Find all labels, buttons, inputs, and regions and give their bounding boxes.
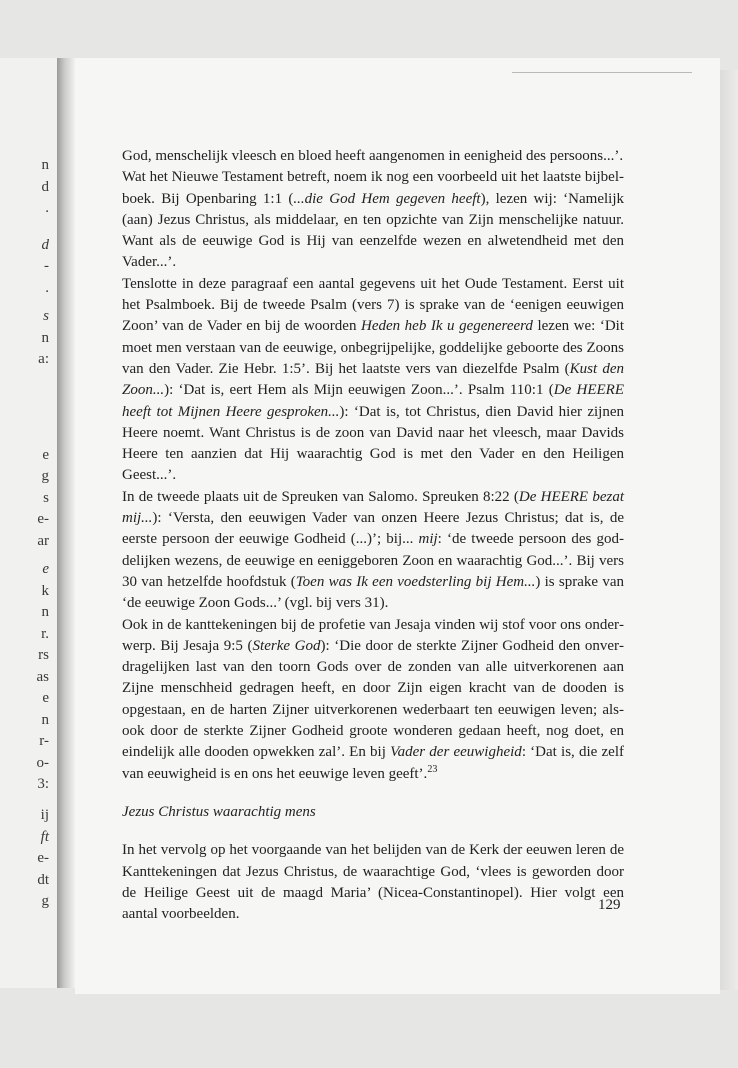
cut-letter: k [41, 583, 49, 599]
text-run: Tenslotte in deze paragraaf een aantal gegevens uit het Oude Testament. Eerst uit het Psalmboek. Bij de tweede Psalm (vers 7) is sprake van de ‘eenigen eeuwigen Zoon’ van de Vader en bij de woorden [122, 275, 624, 335]
page-number: 129 [598, 897, 621, 913]
cut-letter: a: [38, 351, 49, 367]
cut-letter: 3: [37, 776, 49, 792]
paragraph [122, 146, 624, 167]
cut-letter: ar [37, 533, 49, 549]
body-text [122, 146, 624, 925]
italic-quote: Heden heb Ik u gegenereerd [360, 318, 533, 335]
cut-letter: r- [39, 733, 49, 749]
italic-quote: Sterke God [252, 637, 321, 654]
footnote-ref: 23 [427, 763, 438, 775]
italic-quote: Vader der eeuwigheid [390, 744, 522, 761]
page-top-line [512, 72, 692, 73]
cut-letter: e [42, 690, 49, 706]
facing-page-cut-text [0, 58, 57, 988]
text-run: God, menschelijk vleesch en bloed heeft aangenomen in eenigheid des persoons...’. [122, 148, 624, 164]
italic-quote: De HEERE heeft tot Mijnen Heere gesproken... [122, 382, 624, 420]
cut-letter: ft [40, 829, 49, 845]
text-run: ): ‘Dat is, eert Hem als Mijn eeuwigen Zoon...’. Psalm 110:1 ( [164, 382, 554, 399]
cut-letter: e- [37, 511, 49, 527]
cut-letter: d [41, 179, 49, 195]
cut-letter: as [36, 669, 49, 685]
paragraph [122, 615, 624, 785]
page-edge [720, 70, 738, 990]
cut-letter: e [42, 447, 49, 463]
italic-quote: mij [418, 531, 438, 548]
book-gutter [57, 58, 75, 988]
cut-letter: dt [37, 872, 49, 888]
cut-letter: rs [38, 647, 49, 663]
text-run: ) is sprake van ‘de eeuwige Zoon Gods...’ (vgl. bij vers 31). [122, 573, 624, 612]
cut-letter: n [41, 712, 49, 728]
text-run: : ‘Dat is, die zelf van eeuwigheid is en ons het eeuwige leven geeft’. [122, 744, 624, 782]
section-heading: Jezus Christus waarachtig mens [122, 803, 316, 820]
cut-letter: s [43, 490, 49, 506]
closing-paragraph: In het vervolg op het voorgaande van het belijden van de Kerk der eeuwen leren de Kanttekeningen dat Jezus Christus, de waarachtige God, ‘vlees is geworden door de Heilige Geest uit de maagd Maria’ (Nicea-Constantinopel). Hier volgt een aantal voorbeelden. [122, 842, 624, 923]
cut-letter: ij [40, 807, 49, 823]
paragraph [122, 167, 624, 273]
cut-letter: e- [37, 850, 49, 866]
cut-letter: g [41, 468, 49, 484]
italic-quote: Toen was Ik een voedsterling bij Hem... [295, 573, 536, 590]
cut-letter: - [44, 258, 49, 274]
cut-letter: d [41, 237, 49, 253]
italic-quote: ...die God Hem gegeven heeft [293, 190, 481, 207]
text-run: ), lezen wij: ‘Namelijk (aan) Jezus Christus, als middelaar, en ten opzichte van Zijn menschelijke natuur. Want als de eeuwige God is Hij van eenzelfde wezen en alwetendheid met den Vader...’. [122, 190, 624, 271]
cut-letter: . [45, 200, 49, 216]
cut-letter: n [41, 604, 49, 620]
paragraph-group [122, 146, 624, 785]
text-run: ): ‘Die door de sterkte Zijner Godheid den onverdragelijken last van den toorn Gods over de zonden van alle uitverkorenen aan Zijne menschheid gedragen heeft, en door Zijn eigen kracht van de dooden is opgestaan, en de harten Zijner uitverkorenen wederbaart ten eeuwigen leven; alsook door de sterkte Zijner Godheid groote wonderen gedaan heeft, nog doet, en eindelijk alle dooden opwekken zal’. En bij [122, 637, 624, 761]
text-run: : ‘de tweede persoon des goddelijken wezens, de eeuwige en eeniggeboren Zoon en waarachtig God...’. Bij vers 30 van hetzelfde hoofdstuk ( [122, 531, 624, 590]
cut-letter: e [42, 561, 49, 577]
italic-quote: Kust den Zoon... [122, 360, 624, 399]
cut-letter: n [41, 330, 49, 346]
facing-page [0, 58, 57, 988]
paragraph [122, 487, 624, 615]
cut-letter: s [43, 308, 49, 324]
cut-letter: g [41, 893, 49, 909]
text-run: Ook in de kanttekeningen bij de profetie van Jesaja vinden wij stof voor ons onderwerp. Bij Jesaja 9:5 ( [122, 616, 624, 654]
paragraph [122, 274, 624, 487]
cut-letter: o- [36, 755, 49, 771]
text-run: ): ‘Versta, den eeuwigen Vader van onzen Heere Jezus Christus; dat is, de eerste persoon der eeuwige Godheid (...)’; bij... [122, 510, 624, 548]
cut-letter: r. [41, 626, 49, 642]
text-run: lezen we: ‘Dit moet men verstaan van de eeuwige, onbegrijpelijke, goddelijke geboorte des Zoons van den Vader. Zie Hebr. 1:5’. Bij het laatste vers van diezelfde Psalm ( [122, 318, 624, 377]
text-run: ): ‘Dat is, tot Christus, dien David hier zijnen Heere noemt. Want Christus is de zoon van David naar het vleesch, maar Davids Heere ten aanzien dat Hij waarachtig God is met den Vader en den Heiligen Geest...’. [122, 403, 624, 484]
text-run: Wat het Nieuwe Testament betreft, noem ik nog een voorbeeld uit het laatste bijbelboek. Bij Openbaring 1:1 ( [122, 169, 624, 207]
cut-letter: . [45, 280, 49, 296]
text-run: In de tweede plaats uit de Spreuken van Salomo. Spreuken 8:22 ( [122, 488, 519, 505]
italic-quote: De HEERE bezat mij... [122, 488, 624, 527]
cut-letter: n [41, 157, 49, 173]
